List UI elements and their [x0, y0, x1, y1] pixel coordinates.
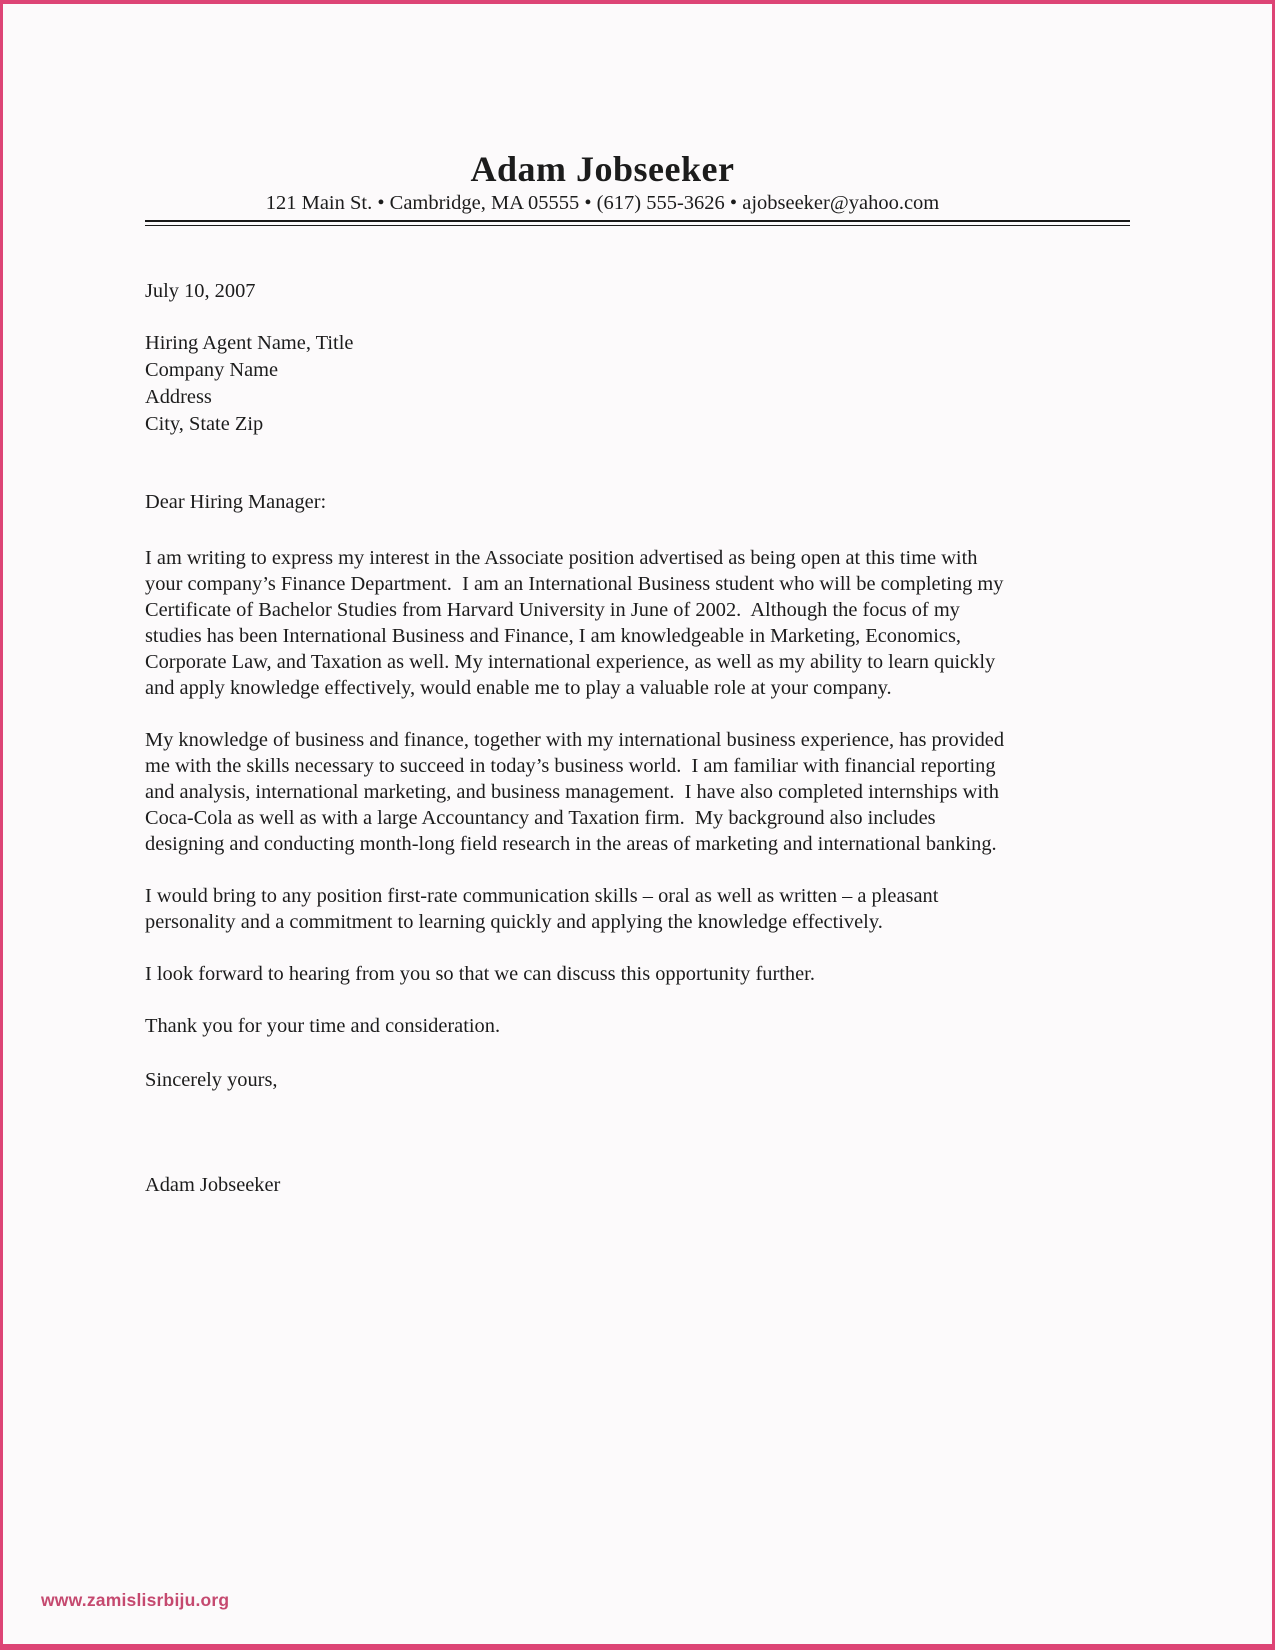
paragraph	[145, 727, 1130, 857]
paragraph	[145, 1013, 1130, 1039]
sender-contact-line: 121 Main St. • Cambridge, MA 05555 • (617) 555-3626 • ajobseeker@yahoo.com	[265, 192, 940, 214]
recipient-line: City, State Zip	[145, 412, 264, 435]
signature-name: Adam Jobseeker	[145, 1173, 281, 1196]
paragraph-line: and analysis, international marketing, and business management. I have also completed internships with	[145, 780, 999, 803]
paragraph-line: Coca-Cola as well as with a large Accountancy and Taxation firm. My background also includes	[145, 806, 936, 829]
letter-date: July 10, 2007	[145, 279, 256, 302]
closing-phrase: Sincerely yours,	[145, 1068, 278, 1091]
recipient-line: Hiring Agent Name, Title	[145, 331, 354, 354]
paragraph-line: My knowledge of business and finance, together with my international business experience, has provided	[145, 728, 1005, 751]
paragraph-line: studies has been International Business and Finance, I am knowledgeable in Marketing, Economics,	[145, 624, 961, 647]
letter-header	[145, 149, 1130, 226]
paragraph-line: and apply knowledge effectively, would enable me to play a valuable role at your company.	[145, 676, 892, 699]
header-divider-rule	[145, 220, 1130, 226]
sender-name: Adam Jobseeker	[470, 149, 735, 189]
paragraph-line: personality and a commitment to learning quickly and applying the knowledge effectively.	[145, 910, 883, 933]
header-text-block	[110, 149, 1095, 217]
letter-body	[145, 545, 1130, 1039]
recipient-line: Company Name	[145, 358, 279, 381]
paragraph	[145, 883, 1130, 935]
paragraph-line: I look forward to hearing from you so that we can discuss this opportunity further.	[145, 962, 815, 985]
paragraph-line: your company’s Finance Department. I am an International Business student who will be completing my	[145, 572, 1004, 595]
paragraph-line: Corporate Law, and Taxation as well. My international experience, as well as my ability to learn quickly	[145, 650, 996, 673]
paragraph-line: Thank you for your time and consideration.	[145, 1014, 501, 1037]
salutation: Dear Hiring Manager:	[145, 490, 327, 513]
recipient-block	[145, 330, 1130, 438]
footer-url: www.zamislisrbiju.org	[41, 1590, 230, 1610]
paragraph-line: me with the skills necessary to succeed in today’s business world. I am familiar with financial reporting	[145, 754, 996, 777]
paragraph-line: I would bring to any position first-rate communication skills – oral as well as written – a pleasant	[145, 884, 939, 907]
paragraph	[145, 961, 1130, 987]
paragraph-line: I am writing to express my interest in the Associate position advertised as being open at this time with	[145, 546, 978, 569]
paragraph-line: Certificate of Bachelor Studies from Harvard University in June of 2002. Although the focus of my	[145, 598, 960, 621]
paragraph-line: designing and conducting month-long field research in the areas of marketing and international banking.	[145, 832, 997, 855]
paragraph	[145, 545, 1130, 701]
recipient-line: Address	[145, 385, 212, 408]
